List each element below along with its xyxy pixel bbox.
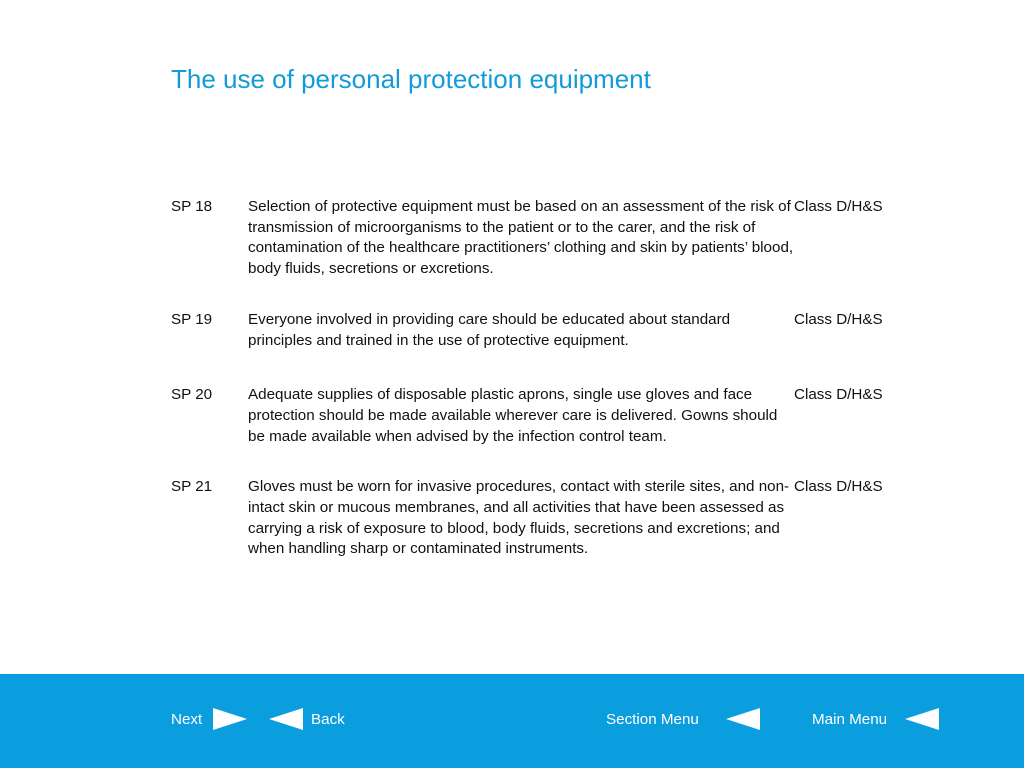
item-text: Selection of protective equipment must be based on an assessment of the risk of transmission of microorganisms to the patient or to the carer, and the risk of contamination of the healthcare practitioners’ clothing and skin by patients’ blood, body fluids, secretions or excretions. xyxy=(248,198,794,278)
item-class: Class D/H&S xyxy=(794,310,883,328)
page-title: The use of personal protection equipment xyxy=(171,64,651,94)
item-class: Class D/H&S xyxy=(794,386,883,404)
item-class: Class D/H&S xyxy=(794,478,883,496)
standards-list xyxy=(171,197,931,560)
item-text: Gloves must be worn for invasive procedures, contact with sterile sites, and non-intact skin or mucous membranes, and all activities that have been assessed as carrying a risk of exposure to blood, body fluids, secretions and excretions; and when handling sharp or contaminated instruments. xyxy=(248,478,790,558)
item-code: SP 21 xyxy=(171,478,213,496)
item-code: SP 19 xyxy=(171,310,213,328)
item-code: SP 20 xyxy=(171,386,213,404)
arrow-left-icon[interactable] xyxy=(269,708,303,735)
next-link[interactable]: Next xyxy=(171,711,203,728)
list-item xyxy=(171,310,931,351)
arrow-left-icon[interactable] xyxy=(905,708,939,735)
item-text: Adequate supplies of disposable plastic aprons, single use gloves and face protection should be made available wherever care is delivered. Gowns should be made available when advised by the infection control team. xyxy=(248,386,778,445)
list-item xyxy=(171,477,931,560)
arrow-right-icon[interactable] xyxy=(213,708,247,735)
section-menu-link[interactable]: Section Menu xyxy=(606,711,699,728)
back-link[interactable]: Back xyxy=(311,711,345,728)
item-code: SP 18 xyxy=(171,198,213,215)
item-text: Everyone involved in providing care should be educated about standard principles and trained in the use of protective equipment. xyxy=(248,310,731,349)
list-item xyxy=(171,197,931,280)
list-item xyxy=(171,385,931,447)
arrow-left-icon[interactable] xyxy=(726,708,760,735)
main-menu-link[interactable]: Main Menu xyxy=(812,711,888,728)
item-class: Class D/H&S xyxy=(794,198,883,215)
